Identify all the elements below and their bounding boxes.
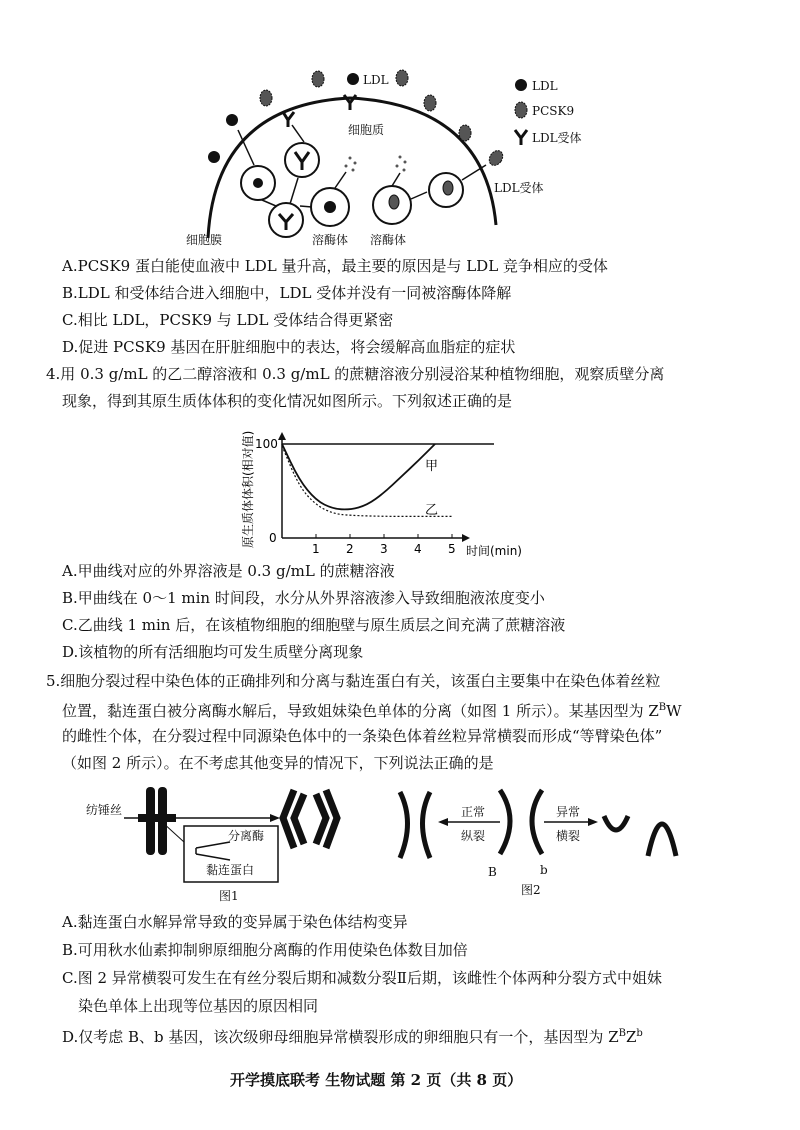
x-tick-label: 2 <box>346 542 354 556</box>
legend-pcsk9-icon <box>515 102 527 118</box>
fig2-B-label: B <box>488 865 497 879</box>
fig2-b-label: b <box>540 863 548 877</box>
x-tick-label: 4 <box>414 542 422 556</box>
ldl-particle <box>226 114 238 126</box>
q5-option-b: B.可用秋水仙素抑制卵原细胞分离酶的作用使染色体数目加倍 <box>62 941 468 959</box>
ldl-cell-diagram <box>0 0 800 250</box>
legend-receptor-label: LDL受体 <box>532 131 582 145</box>
q5-option-c-line1: C.图 2 异常横裂可发生在有丝分裂后期和减数分裂Ⅱ后期，该雌性个体两种分裂方式中姐妹 <box>62 969 662 987</box>
q4-option-a: A.甲曲线对应的外界溶液是 0.3 g/mL 的蔗糖溶液 <box>62 562 395 580</box>
fig2-caption: 图2 <box>521 883 541 897</box>
pcsk9-particle <box>486 148 505 168</box>
legend-ldl-icon <box>515 79 527 91</box>
fig2-longitudinal-label: 纵裂 <box>461 829 486 843</box>
x-axis-title: 时间(min) <box>466 544 522 558</box>
x-axis-arrow <box>462 534 470 542</box>
ldl-receptor-icon <box>283 112 294 127</box>
top-ldl-label: LDL <box>363 73 389 87</box>
lysosome-label-2: 溶酶体 <box>370 233 407 247</box>
q5-stem-line3: 的雌性个体，在分裂过程中同源染色体中的一条染色体着丝粒异常横裂而形成“等臂染色体” <box>62 727 663 745</box>
chromosome-metaphase <box>138 787 176 855</box>
fig2-abnormal-label: 异常 <box>556 805 581 819</box>
series-yi-label: 乙 <box>425 503 439 518</box>
fig2-normal-label: 正常 <box>461 805 486 819</box>
q5-stem-line4: （如图 2 所示）。在不考虑其他变异的情况下，下列说法正确的是 <box>62 754 494 772</box>
separated-chromatids <box>283 790 337 848</box>
ldl-particle <box>347 73 359 85</box>
ldl-particle <box>253 178 263 188</box>
x-tick-label: 5 <box>448 542 456 556</box>
cytoplasm-label: 细胞质 <box>348 123 385 137</box>
legend-ldl-label: LDL <box>532 79 558 93</box>
legend-pcsk9-label: PCSK9 <box>532 104 575 118</box>
q5-option-d-text: D.仅考虑 B、b 基因，该次级卵母细胞异常横裂形成的卵细胞只有一个，基因型为 Z <box>62 1028 619 1046</box>
separase-label: 分离酶 <box>228 829 265 843</box>
pcsk9-particle <box>260 90 272 106</box>
q4-stem-line1: 4.用 0.3 g/mL 的乙二醇溶液和 0.3 g/mL 的蔗糖溶液分别浸浴某种植物细胞，观察质壁分离 <box>46 365 665 383</box>
receptor-right-label: LDL受体 <box>494 181 544 195</box>
protoplast-volume-chart <box>0 430 800 570</box>
pcsk9-particle <box>443 181 453 195</box>
legend-receptor-icon <box>515 130 527 145</box>
spindle-label: 纺锤丝 <box>86 803 123 817</box>
q5-option-c-line2: 染色单体上出现等位基因的原因相同 <box>78 997 319 1015</box>
q3-option-a: A.PCSK9 蛋白能使血液中 LDL 量升高，最主要的原因是与 LDL 竞争相应的受体 <box>62 257 608 275</box>
page-footer: 开学摸底联考 生物试题 第 2 页（共 8 页） <box>230 1071 523 1089</box>
q3-option-c: C.相比 LDL，PCSK9 与 LDL 受体结合得更紧密 <box>62 311 394 329</box>
pcsk9-particle <box>424 95 436 111</box>
q3-option-d: D.促进 PCSK9 基因在肝脏细胞中的表达，将会缓解高血脂症的症状 <box>62 338 516 356</box>
normal-arrow-head <box>438 818 448 826</box>
ldl-particle <box>208 151 220 163</box>
q5-stem-line2 <box>62 698 682 721</box>
q4-option-b: B.甲曲线在 0～1 min 时间段，水分从外界溶液渗入导致细胞液浓度变小 <box>62 589 545 607</box>
q5-option-d-mid: Z <box>625 1028 637 1046</box>
q5-option-d <box>62 1024 643 1047</box>
q5-stem-line1: 5.细胞分裂过程中染色体的正确排列和分离与黏连蛋白有关，该蛋白主要集中在染色体着丝粒 <box>46 672 661 690</box>
x-tick-label: 3 <box>380 542 388 556</box>
pcsk9-particle <box>312 71 324 87</box>
q4-option-d: D.该植物的所有活细胞均可发生质壁分离现象 <box>62 643 364 661</box>
lysosome-label-1: 溶酶体 <box>312 233 349 247</box>
fig2-transverse-label: 横裂 <box>556 829 581 843</box>
fig1-arrow-head <box>270 814 280 822</box>
pcsk9-particle <box>389 195 399 209</box>
q5-option-a: A.黏连蛋白水解异常导致的变异属于染色体结构变异 <box>62 913 408 931</box>
q3-option-b: B.LDL 和受体结合进入细胞中，LDL 受体并没有一同被溶酶体降解 <box>62 284 512 302</box>
fig1-caption: 图1 <box>219 889 239 903</box>
abnormal-arrow-head <box>588 818 598 826</box>
y-tick-label: 0 <box>269 531 277 545</box>
y-axis-arrow <box>278 432 286 440</box>
membrane-label: 细胞膜 <box>186 233 223 247</box>
q5-stem-line2-text: 位置，黏连蛋白被分离酶水解后，导致姐妹染色单体的分离（如图 1 所示）。某基因型为 Z <box>62 702 659 720</box>
ldl-particle <box>324 201 336 213</box>
fig2-chromosomes <box>400 790 676 858</box>
q5-stem-line2-sup: B <box>658 702 667 713</box>
series-jia-line <box>282 444 435 509</box>
chromosome-figures <box>0 782 800 892</box>
cohesin-label: 黏连蛋白 <box>206 863 255 877</box>
q4-stem-line2: 现象，得到其原生质体体积的变化情况如图所示。下列叙述正确的是 <box>62 392 513 410</box>
pcsk9-particle <box>459 125 471 141</box>
y-axis-title: 原生质体体积(相对值) <box>241 430 255 548</box>
degraded-fragments <box>345 156 407 172</box>
ldl-receptor-icon <box>295 152 309 170</box>
q5-option-d-sup2: b <box>636 1028 643 1039</box>
q5-option-d-sup1: B <box>618 1028 626 1039</box>
pcsk9-particle <box>396 70 408 86</box>
q4-option-c: C.乙曲线 1 min 后，在该植物细胞的细胞壁与原生质层之间充满了蔗糖溶液 <box>62 616 566 634</box>
x-tick-label: 1 <box>312 542 320 556</box>
y-tick-label: 100 <box>255 437 278 451</box>
series-jia-label: 甲 <box>425 459 439 474</box>
q5-stem-line2-end: W <box>666 702 682 720</box>
ldl-receptor-icon <box>279 214 293 230</box>
